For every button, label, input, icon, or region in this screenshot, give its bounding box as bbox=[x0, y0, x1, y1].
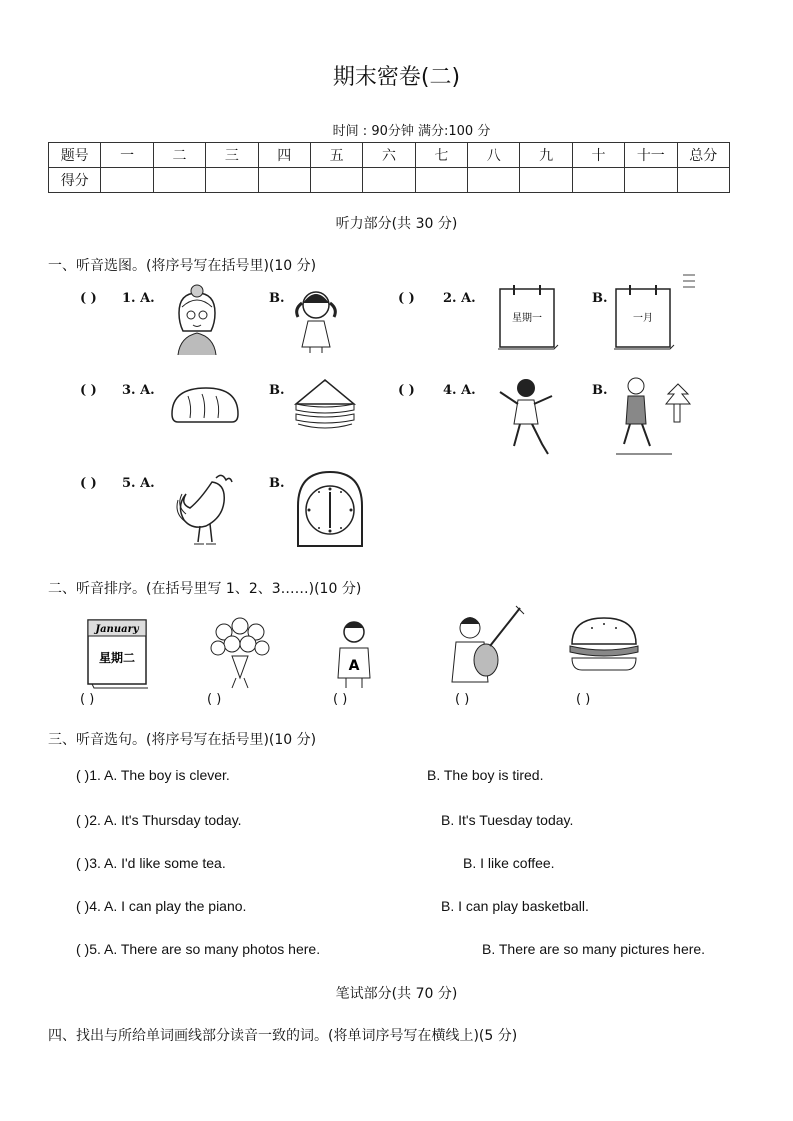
score-cell: 七 bbox=[415, 143, 467, 168]
sentence-2a[interactable]: ( )2. A. It's Thursday today. bbox=[76, 812, 242, 828]
order-paren-2[interactable]: ( ) bbox=[207, 692, 222, 707]
score-input-cell[interactable] bbox=[625, 168, 677, 193]
score-cell: 二 bbox=[153, 143, 205, 168]
listening-heading: 听力部分(共 30 分) bbox=[335, 216, 458, 232]
grandma-picture bbox=[166, 283, 228, 355]
order-paren-3[interactable]: ( ) bbox=[333, 692, 348, 707]
score-cell: 三 bbox=[206, 143, 258, 168]
sandwich-picture bbox=[290, 376, 360, 436]
score-input-cell[interactable] bbox=[520, 168, 572, 193]
order-paren-5[interactable]: ( ) bbox=[576, 692, 591, 707]
score-cell: 六 bbox=[363, 143, 415, 168]
sentence-3b: B. I like coffee. bbox=[463, 855, 555, 871]
shirt-letter: A bbox=[348, 658, 360, 674]
calendar-weekday-picture bbox=[494, 283, 562, 353]
score-cell: 九 bbox=[520, 143, 572, 168]
section4-heading: 四、找出与所给单词画线部分读音一致的词。(将单词序号写在横线上)(5 分) bbox=[48, 1028, 518, 1044]
item1-paren[interactable]: ( ) bbox=[80, 291, 97, 306]
girl-picture bbox=[290, 285, 342, 355]
item2-b-label: B. bbox=[592, 291, 608, 306]
score-input-cell[interactable] bbox=[206, 168, 258, 193]
score-cell: 五 bbox=[310, 143, 362, 168]
score-row-label: 得分 bbox=[49, 168, 101, 193]
score-table-score-row bbox=[49, 168, 730, 193]
score-cell: 总分 bbox=[677, 143, 730, 168]
sentence-1b: B. The boy is tired. bbox=[427, 767, 544, 783]
score-table bbox=[48, 142, 730, 193]
item2-num: 2. A. bbox=[443, 291, 476, 306]
item4-b-label: B. bbox=[592, 383, 608, 398]
item4-num: 4. A. bbox=[443, 383, 476, 398]
item2-paren[interactable]: ( ) bbox=[398, 291, 415, 306]
score-input-cell[interactable] bbox=[363, 168, 415, 193]
sentence-5a[interactable]: ( )5. A. There are so many photos here. bbox=[76, 941, 321, 957]
written-heading: 笔试部分(共 70 分) bbox=[335, 986, 458, 1002]
flowers-picture bbox=[206, 612, 276, 692]
score-cell: 一 bbox=[101, 143, 153, 168]
calendar-weekday-text: 星期一 bbox=[512, 313, 542, 324]
item3-b-label: B. bbox=[269, 383, 285, 398]
calendar-day-label: 星期二 bbox=[98, 651, 136, 665]
pipa-girl-picture bbox=[446, 602, 528, 688]
calendar-month-label: January bbox=[95, 624, 139, 635]
section1-heading: 一、听音选图。(将序号写在括号里)(10 分) bbox=[48, 258, 317, 274]
item4-paren[interactable]: ( ) bbox=[398, 383, 415, 398]
sentence-2b: B. It's Tuesday today. bbox=[441, 812, 574, 828]
calendar-month-picture bbox=[610, 283, 678, 353]
item5-b-label: B. bbox=[269, 476, 285, 491]
item5-paren[interactable]: ( ) bbox=[80, 476, 97, 491]
item1-num: 1. A. bbox=[122, 291, 155, 306]
score-input-cell[interactable] bbox=[101, 168, 153, 193]
bread-picture bbox=[168, 384, 240, 426]
score-cell: 十一 bbox=[625, 143, 677, 168]
item3-num: 3. A. bbox=[122, 383, 155, 398]
sentence-1a[interactable]: ( )1. A. The boy is clever. bbox=[76, 767, 230, 783]
item3-paren[interactable]: ( ) bbox=[80, 383, 97, 398]
score-cell: 四 bbox=[258, 143, 310, 168]
corner-mark-icon bbox=[681, 272, 697, 292]
clock-picture bbox=[294, 470, 366, 550]
score-input-cell[interactable] bbox=[153, 168, 205, 193]
item5-num: 5. A. bbox=[122, 476, 155, 491]
calendar-tuesday-picture bbox=[84, 614, 152, 690]
score-input-cell[interactable] bbox=[677, 168, 730, 193]
score-input-cell[interactable] bbox=[415, 168, 467, 193]
skating-man-picture bbox=[612, 374, 692, 458]
score-input-cell[interactable] bbox=[310, 168, 362, 193]
item1-b-label: B. bbox=[269, 291, 285, 306]
score-cell: 十 bbox=[572, 143, 624, 168]
sentence-3a[interactable]: ( )3. A. I'd like some tea. bbox=[76, 855, 226, 871]
score-input-cell[interactable] bbox=[258, 168, 310, 193]
score-input-cell[interactable] bbox=[572, 168, 624, 193]
order-paren-1[interactable]: ( ) bbox=[80, 692, 95, 707]
page-title: 期末密卷(二) bbox=[332, 65, 461, 90]
order-paren-4[interactable]: ( ) bbox=[455, 692, 470, 707]
calendar-month-text: 一月 bbox=[633, 313, 653, 324]
kungfu-boy-picture bbox=[494, 374, 558, 458]
boy-picture bbox=[334, 618, 374, 690]
section3-heading: 三、听音选句。(将序号写在括号里)(10 分) bbox=[48, 732, 317, 748]
rooster-picture bbox=[172, 470, 238, 548]
score-input-cell[interactable] bbox=[468, 168, 520, 193]
hamburger-picture bbox=[566, 614, 642, 678]
score-cell: 八 bbox=[468, 143, 520, 168]
score-table-header-row bbox=[49, 143, 730, 168]
score-cell: 题号 bbox=[49, 143, 101, 168]
sentence-5b: B. There are so many pictures here. bbox=[482, 941, 706, 957]
sentence-4b: B. I can play basketball. bbox=[441, 898, 589, 914]
sentence-4a[interactable]: ( )4. A. I can play the piano. bbox=[76, 898, 247, 914]
section2-heading: 二、听音排序。(在括号里写 1、2、3……)(10 分) bbox=[48, 581, 362, 597]
exam-meta: 时间 : 90分钟 满分:100 分 bbox=[332, 124, 491, 139]
